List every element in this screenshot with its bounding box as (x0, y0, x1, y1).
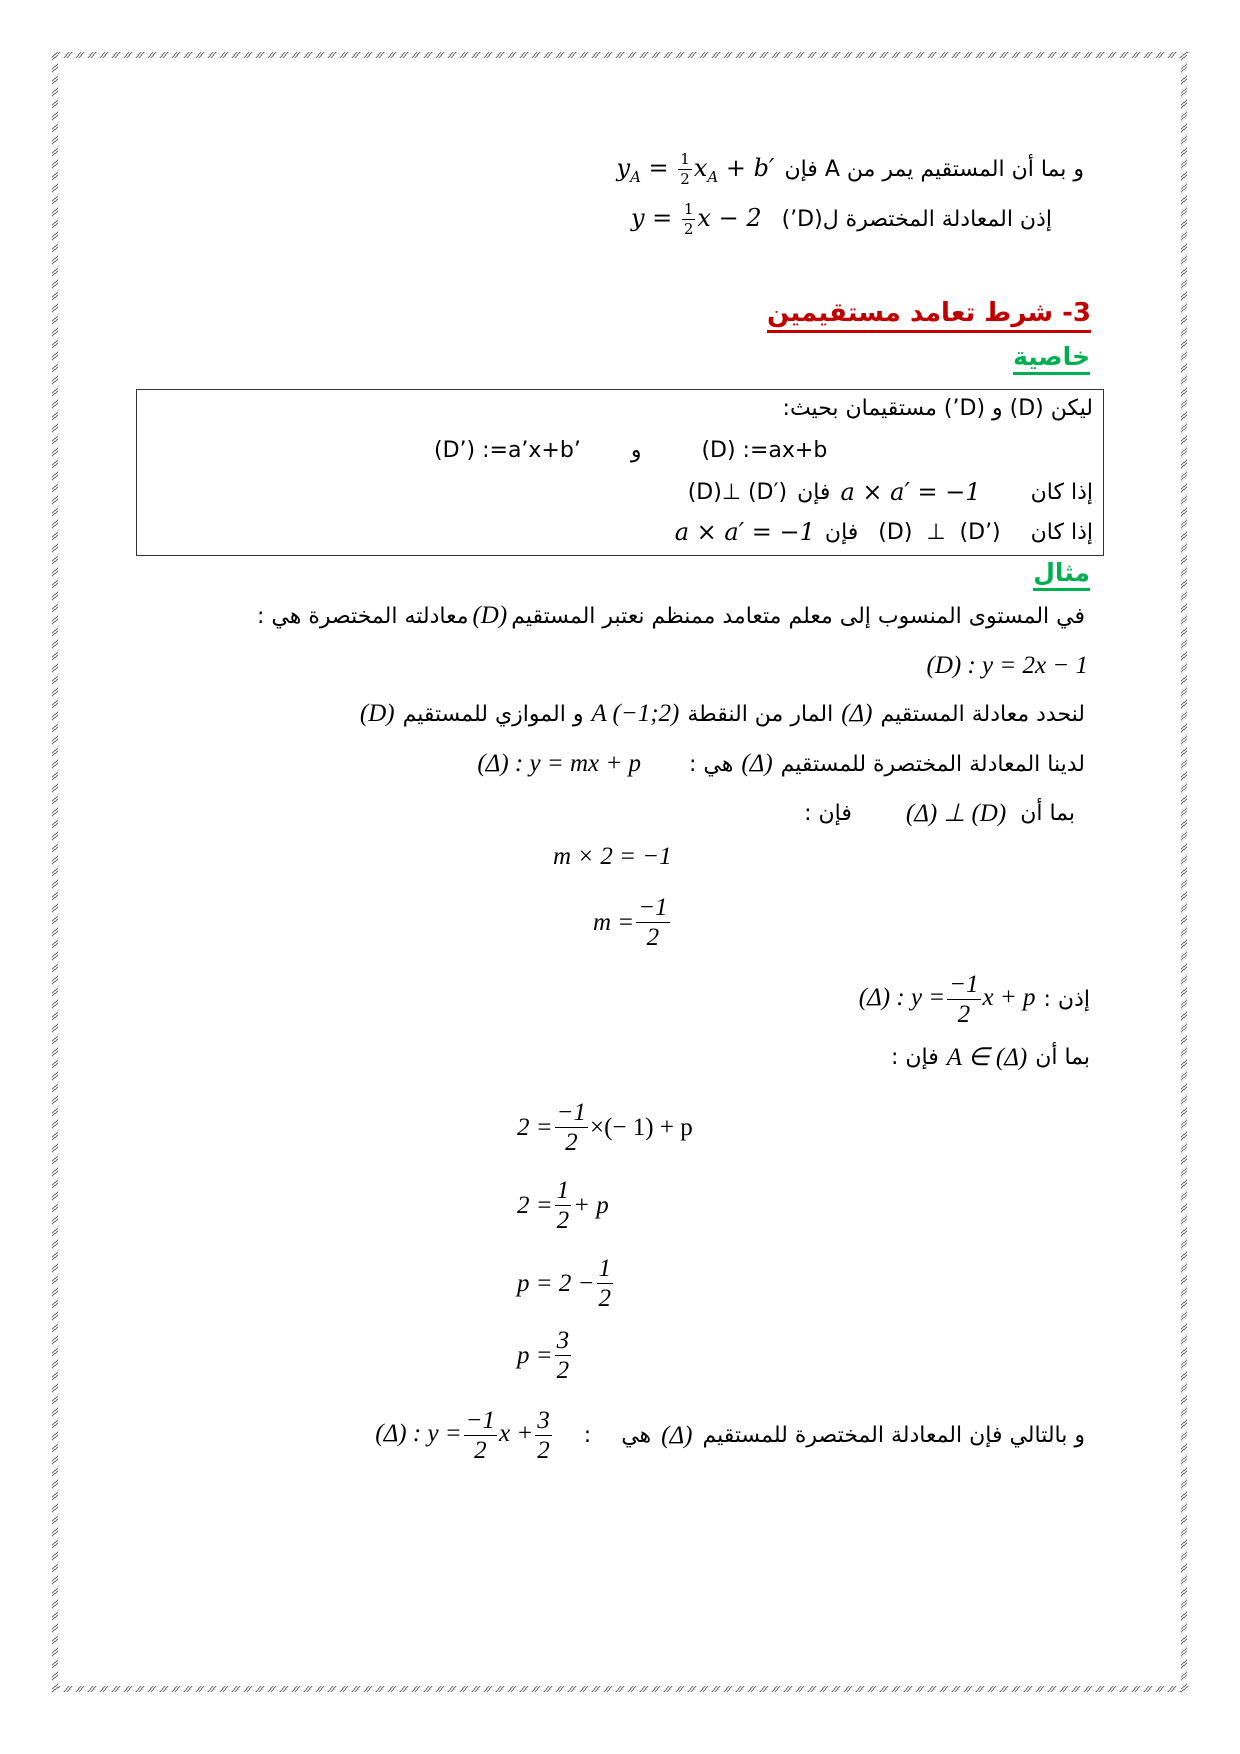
line-reduced-equation (631, 202, 1052, 237)
box-line-2 (434, 438, 827, 463)
equation: (Δ) : y = mx + p (477, 750, 641, 777)
example-line-3 (360, 700, 1085, 728)
text: هي (621, 1423, 652, 1448)
fraction: $\frac{-1}{2}$ (638, 894, 668, 951)
section-title: 3- شرط تعامد مستقيمين (767, 298, 1091, 333)
math: (D) (472, 602, 508, 629)
equation: (D) ⊥ (D’) (878, 519, 1001, 545)
example-line-1 (257, 602, 1085, 630)
math: (Δ) (661, 1421, 693, 1449)
text: فإن : (804, 800, 852, 826)
text: فإن : (890, 1044, 939, 1070)
text: ليكن (D) و (D’) مستقيمان بحيث: (782, 396, 1093, 421)
example-line-6 (859, 972, 1090, 1027)
text: هي : (688, 751, 734, 777)
example-line-5 (804, 798, 1075, 828)
math: (Δ) (741, 750, 773, 777)
calc-line-4: 2 = $\frac{1}{2}$ + p (517, 1177, 609, 1234)
example-line-7 (891, 1042, 1090, 1072)
box-line-1 (783, 396, 1093, 421)
text: و بما أن المستقيم يمر من A فإن (784, 157, 1084, 182)
equation: (D’) :=a’x+b’ (434, 438, 581, 463)
math: A (−1;2) (591, 700, 680, 727)
box-line-3 (688, 478, 1093, 506)
example-line-4 (477, 750, 1085, 778)
text: معادلته المختصرة هي : (257, 603, 469, 629)
text: فإن (797, 479, 831, 505)
equation: (D) :=ax+b (701, 438, 828, 463)
final-equation: (Δ) : y = $\frac{-1}{2}$ x + $\frac{3}{2}$ (375, 1407, 550, 1464)
box-line-4 (675, 518, 1093, 546)
equation: $y_A$ = $\frac{1}{2}$ $x_A + b'$ (616, 150, 775, 188)
text: في المستوى المنسوب إلى معلم متعامد ممنظم نعتبر المستقيم (511, 603, 1085, 629)
property-label: خاصية (1013, 342, 1090, 375)
text: إذا كان (1030, 479, 1093, 505)
example-line-2 (927, 652, 1088, 680)
math: (Δ) (841, 700, 873, 727)
text: لنحدد معادلة المستقيم (880, 701, 1085, 727)
calc-line-6: p = $\frac{3}{2}$ (517, 1327, 570, 1384)
equation: (D) : y = 2x − 1 (926, 652, 1088, 679)
text: و (630, 438, 642, 463)
calc-line-3: 2 = $\frac{-1}{2}$ ×(− 1) + p (517, 1099, 693, 1156)
text: إذن : (1043, 987, 1090, 1012)
colon: : (583, 1423, 592, 1448)
math: A ∈ (Δ) (946, 1044, 1028, 1071)
example-final-line (375, 1408, 1085, 1463)
calc-line-2 (593, 895, 672, 950)
text: إذن المعادلة المختصرة ل(D’) (781, 207, 1052, 232)
math: (D) (359, 700, 395, 727)
line-point-on-line (617, 152, 1084, 187)
equation: (Δ) : y = $\frac{-1}{2}$ x + p (858, 971, 1036, 1028)
text: إذا كان (1030, 519, 1093, 545)
text: بما أن (1020, 800, 1075, 826)
math: (Δ) ⊥ (D) (905, 800, 1007, 827)
calc-line-5: p = 2 − $\frac{1}{2}$ (517, 1255, 611, 1312)
text: المار من النقطة (687, 701, 834, 727)
property-box (136, 389, 1104, 556)
example-label: مثال (1033, 558, 1090, 591)
text: بما أن (1035, 1044, 1090, 1070)
equation: y = $\frac{1}{2}$ x − 2 (630, 200, 762, 238)
equation: a × a′ = −1 (674, 518, 815, 546)
text: لدينا المعادلة المختصرة للمستقيم (780, 751, 1085, 777)
equation: a × a′ = −1 (840, 478, 981, 506)
calc-line-1: m × 2 = −1 (553, 843, 672, 870)
math: m = (593, 908, 635, 936)
text: و بالتالي فإن المعادلة المختصرة للمستقيم (702, 1423, 1085, 1448)
text: فإن (824, 519, 859, 545)
equation: (D)⊥ (D′) (687, 479, 788, 505)
text: و الموازي للمستقيم (402, 701, 584, 727)
